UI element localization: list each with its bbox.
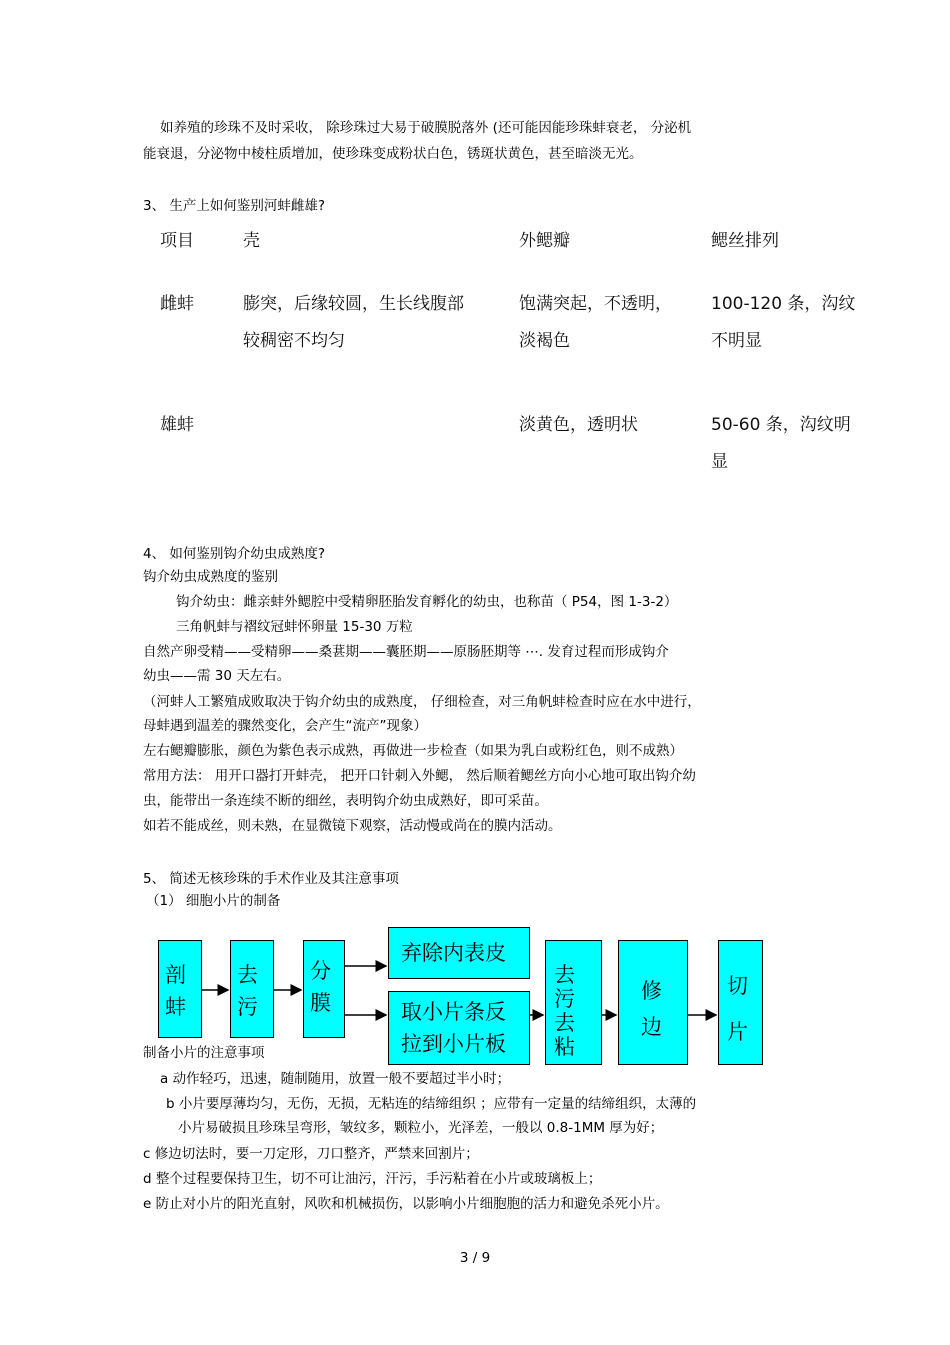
q4-line: 三角帆蚌与褶纹冠蚌怀卵量 15-30 万粒 — [176, 619, 413, 635]
flow-step-trim: 修 边 — [618, 940, 688, 1065]
page-number: 3 / 9 — [459, 1250, 491, 1266]
flow-step-remove-epidermis: 弃除内表皮 — [388, 927, 530, 979]
table-header-shell: 壳 — [243, 231, 260, 251]
q5-title: 5、 简述无核珍珠的手术作业及其注意事项 — [143, 871, 399, 887]
table-cell-male-gill: 淡黄色，透明状 — [519, 415, 638, 435]
flow-step-dissect: 剖 蚌 — [158, 940, 202, 1038]
table-cell-female-shell: 膨突，后缘较圆，生长线腹部 — [243, 294, 464, 314]
notes-title: 制备小片的注意事项 — [143, 1045, 265, 1061]
q4-line: 如若不能成丝，则未熟，在显微镜下观察，活动慢或尚在的膜内活动。 — [143, 818, 562, 834]
flow-step-degrease: 去 污 去 粘 — [545, 940, 602, 1065]
note-item: a 动作轻巧，迅速，随制随用，放置一般不要超过半小时； — [160, 1071, 511, 1087]
table-cell-female-shell-2: 较稠密不均匀 — [243, 331, 345, 351]
table-cell-female-gill: 饱满突起，不透明， — [519, 294, 672, 314]
q4-line: 钩介幼虫：雌亲蚌外鳃腔中受精卵胚胎发育孵化的幼虫，也称苗（ P54，图 1-3-2） — [176, 594, 678, 610]
q4-title: 4、 如何鉴别钩介幼虫成熟度? — [143, 546, 326, 562]
table-cell-male-filament: 50-60 条，沟纹明 — [711, 415, 851, 435]
note-item: b 小片要厚薄均匀，无伤，无损，无粘连的结缔组织 ；应带有一定量的结缔组织，太薄的 — [166, 1096, 697, 1112]
q4-line: 母蚌遇到温差的骤然变化，会产生“流产”现象） — [143, 718, 427, 734]
table-cell-female-gill-2: 淡褐色 — [519, 331, 570, 351]
q4-line: 幼虫——需 30 天左右。 — [143, 668, 291, 684]
table-cell-male-filament-2: 显 — [711, 452, 728, 472]
intro-line-1: 如养殖的珍珠不及时采收， 除珍珠过大易于破膜脱落外 (还可能因能珍珠蚌衰老， 分泌机 — [160, 120, 692, 136]
note-item: e 防止对小片的阳光直射，风吹和机械损伤，以影响小片细胞胞的活力和避免杀死小片。 — [143, 1196, 669, 1212]
intro-line-2: 能衰退，分泌物中棱柱质增加，使珍珠变成粉状白色，锈斑状黄色，甚至暗淡无光。 — [143, 146, 643, 162]
table-cell-female-filament: 100-120 条，沟纹 — [711, 294, 856, 314]
q4-line: 左右鳃瓣膨胀，颜色为紫色表示成熟，再做进一步检查（如果为乳白或粉红色，则不成熟） — [143, 743, 683, 759]
table-header-gill: 外鳃瓣 — [519, 231, 570, 251]
q4-line: 常用方法： 用开口器打开蚌壳， 把开口针刺入外鳃， 然后顺着鳃丝方向小心地可取出钩介幼 — [143, 768, 696, 784]
q4-line: （河蚌人工繁殖成败取决于钩介幼虫的成熟度， 仔细检查，对三角帆蚌检查时应在水中进行， — [143, 694, 701, 710]
flow-step-membrane: 分 膜 — [303, 940, 345, 1038]
note-item: c 修边切法时，要一刀定形，刀口整齐，严禁来回割片； — [143, 1146, 479, 1162]
note-item: d 整个过程要保持卫生，切不可让油污，汗污，手污粘着在小片或玻璃板上； — [143, 1171, 602, 1187]
q5-subtitle: （1） 细胞小片的制备 — [146, 893, 281, 909]
q4-line: 自然产卵受精——受精卵——桑葚期——囊胚期——原肠胚期等 ⋯. 发育过程而形成钩介 — [143, 644, 669, 660]
table-row-male-label: 雄蚌 — [160, 415, 194, 435]
table-header-filament: 鳃丝排列 — [711, 231, 779, 251]
note-item: 小片易破损且珍珠呈弯形，皱纹多，颗粒小，光泽差，一般以 0.8-1MM 厚为好； — [178, 1120, 664, 1136]
q3-title: 3、 生产上如何鉴别河蚌雌雄? — [143, 198, 326, 214]
table-header-item: 项目 — [160, 231, 194, 251]
flow-step-clean: 去 污 — [230, 940, 274, 1038]
table-row-female-label: 雌蚌 — [160, 294, 194, 314]
flow-step-cut: 切 片 — [718, 940, 763, 1065]
q4-line: 钩介幼虫成熟度的鉴别 — [143, 569, 278, 585]
flow-step-stretch-strip: 取小片条反 拉到小片板 — [388, 991, 530, 1065]
q4-line: 虫，能带出一条连续不断的细丝，表明钩介幼虫成熟好，即可采苗。 — [143, 793, 548, 809]
table-cell-female-filament-2: 不明显 — [711, 331, 762, 351]
